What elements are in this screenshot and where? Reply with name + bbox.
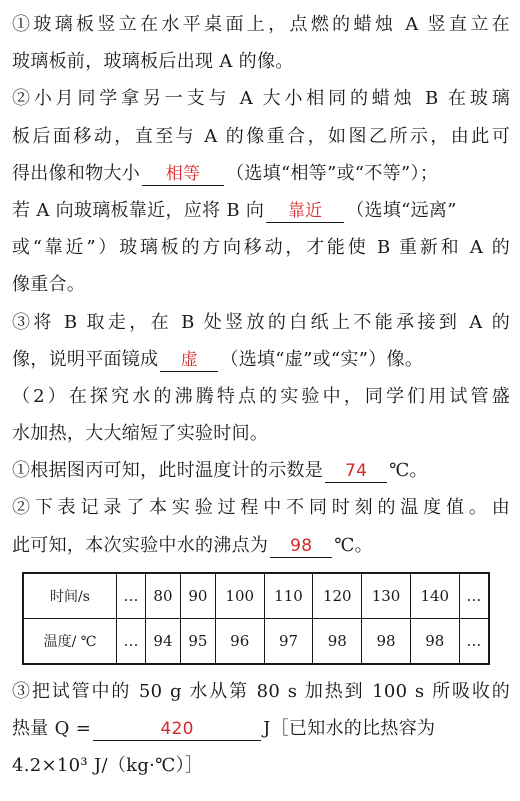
answer-blank-direction: 靠近: [266, 200, 344, 223]
text-segment: J［已知水的比热容为: [263, 718, 436, 739]
text-line: [12, 710, 510, 747]
text-segment: ℃。: [389, 460, 428, 482]
text-segment: 若 A 向玻璃板靠近，应将 B 向: [12, 199, 265, 221]
table-cell: 120: [313, 573, 362, 619]
table-row-header: 时间/s: [23, 573, 117, 619]
table-cell: 140: [410, 573, 459, 619]
temperature-table: [22, 572, 490, 665]
table-cell: 95: [180, 618, 215, 664]
text-line: 4.2×10³ J/（kg·℃）］: [12, 755, 204, 777]
answer-blank-size: 相等: [142, 163, 224, 186]
text-segment: 此可知，本次实验中水的沸点为: [12, 534, 269, 556]
text-line: ③把试管中的 50 g 水从第 80 s 加热到 100 s 所吸收的: [12, 680, 510, 702]
text-line: ②小月同学拿另一支与 A 大小相同的蜡烛 B 在玻璃: [12, 88, 510, 110]
answer-blank-boiling-point: 98: [270, 535, 332, 558]
answer-blank-heat: 420: [93, 718, 261, 741]
text-line: [12, 192, 510, 229]
question-page: [12, 6, 510, 784]
table-cell: …: [117, 573, 146, 619]
answer-blank-thermometer: 74: [325, 460, 387, 483]
table-cell: 90: [180, 573, 215, 619]
table-cell: 100: [215, 573, 264, 619]
text-segment: （选填“相等”或“不等”）；: [226, 162, 439, 184]
table-cell: 96: [215, 618, 264, 664]
table-cell: 98: [362, 618, 411, 664]
text-segment: 像，说明平面镜成: [12, 348, 159, 370]
text-line: 或“靠近”）玻璃板的方向移动，才能使 B 重新和 A 的: [12, 237, 510, 259]
table-cell: …: [117, 618, 146, 664]
table-row-header: 温度/ ℃: [23, 618, 117, 664]
text-line: [12, 155, 510, 192]
table-cell: 80: [146, 573, 181, 619]
text-segment: 得出像和物大小: [12, 162, 141, 184]
table-cell: 98: [313, 618, 362, 664]
table-row-temperature: [23, 618, 489, 664]
text-line: （2）在探究水的沸腾特点的实验中，同学们用试管盛: [12, 385, 510, 407]
text-segment: ℃。: [334, 534, 373, 556]
table-cell: 110: [264, 573, 313, 619]
text-segment: 热量 Q =: [12, 718, 92, 739]
temperature-table-wrap: [22, 572, 510, 665]
text-line: 像重合。: [12, 274, 86, 296]
text-line: ②下表记录了本实验过程中不同时刻的温度值。由: [12, 497, 510, 519]
text-line: [12, 452, 510, 489]
table-row-time: [23, 573, 489, 619]
text-line: 板后面移动，直至与 A 的像重合，如图乙所示，由此可: [12, 125, 510, 147]
table-cell: 98: [410, 618, 459, 664]
text-line: ③将 B 取走，在 B 处竖放的白纸上不能承接到 A 的: [12, 311, 510, 333]
table-cell: 97: [264, 618, 313, 664]
text-segment: （选填“虚”或“实”）像。: [220, 348, 424, 370]
text-segment: （选填“远离”: [346, 199, 457, 221]
text-line: [12, 527, 510, 564]
table-cell: 130: [362, 573, 411, 619]
text-line: ①玻璃板竖立在水平桌面上，点燃的蜡烛 A 竖直立在: [12, 14, 510, 35]
answer-blank-image-type: 虚: [160, 349, 218, 372]
table-cell: …: [459, 618, 489, 664]
text-line: 水加热，大大缩短了实验时间。: [12, 423, 269, 445]
text-line: [12, 341, 510, 378]
text-line: 玻璃板前，玻璃板后出现 A 的像。: [12, 51, 294, 73]
table-cell: 94: [146, 618, 181, 664]
table-cell: …: [459, 573, 489, 619]
text-segment: ①根据图丙可知，此时温度计的示数是: [12, 460, 324, 482]
